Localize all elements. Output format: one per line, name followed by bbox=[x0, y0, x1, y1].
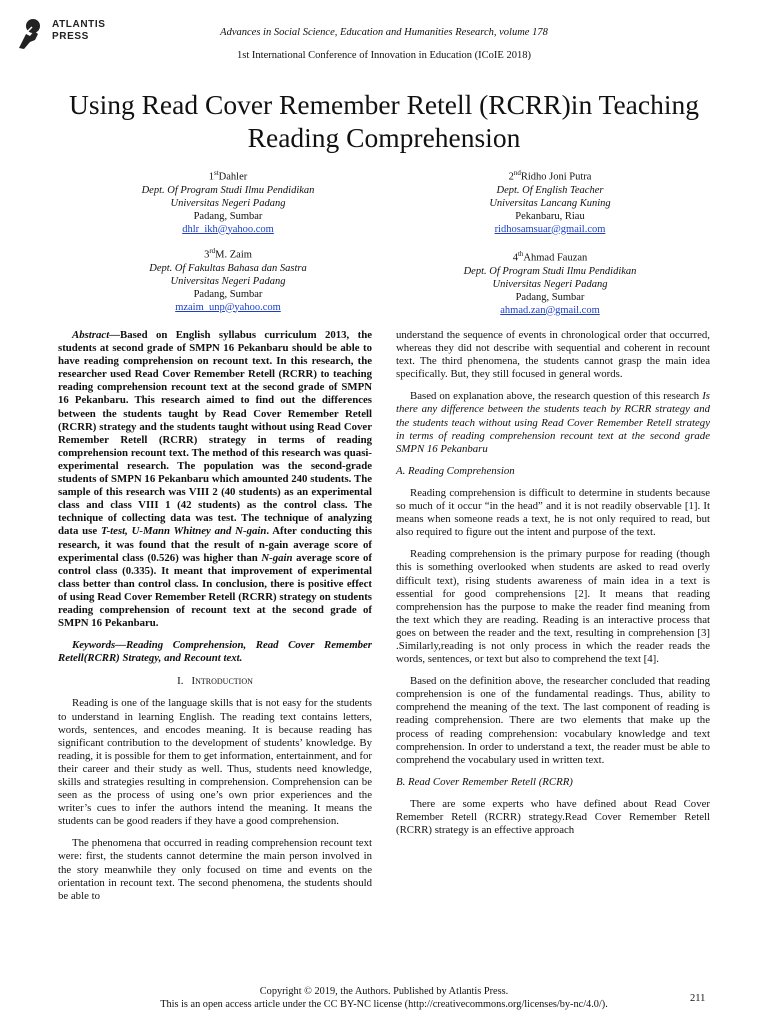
author-name: 2ndRidho Joni Putra bbox=[508, 169, 592, 183]
abstract-label: Abstract bbox=[72, 329, 110, 341]
section-heading-introduction: I. Introduction bbox=[177, 675, 253, 688]
journal-header: Advances in Social Science, Education and Humanities Research, volume 178 bbox=[220, 27, 548, 38]
publisher-name-line2: PRESS bbox=[52, 31, 89, 42]
author-name: 4thAhmad Fauzan bbox=[512, 250, 588, 264]
publisher-name-line1: ATLANTIS bbox=[52, 19, 106, 30]
right-paragraph-6: There are some experts who have defined about Read Cover Remember Retell (RCRR) strategy.Read Cover Remember Retell (RCRR) strategy is an effective approach bbox=[396, 797, 710, 837]
footer bbox=[0, 985, 768, 1011]
author-name: 1stDahler bbox=[208, 169, 248, 183]
abstract: Abstract—Based on English syllabus curriculum 2013, the students at second grade of SMPN 16 Pekanbaru should be able to have reading comprehension on recount text. In this research, the researcher used Read Cover Remember Retell (RCRR) to teaching reading comprehension recount text at the second grade of SMPN 16 Pekanbaru. This research aimed to find out the differences between the students taught by Read Cover Remember Retell (RCRR) strategy and the students taught without using Read Cover Remember Retell (RCRR) strategy in terms of reading comprehension recount text. The method of this research was quasi-experimental research. The population was the second-grade students of SMPN 16 Pekanbaru which amounted 240 students. The sample of this research was VIII 2 (40 students) as an experimental class and class VIII 1 (42 students) as the control class. The technique of collecting data was test. The technique of analyzing data use T-test, U-Mann Whitney and N-gain. After conducting this research, it was found that the result of n-gain average score of experimental class (0.526) was higher than N-gain average score of control class (0.335). It meant that improvement of experimental class better than control class. In conclusion, there is positive effect of using Read Cover Remember Retell (RCRR) strategy on students reading comprehension of recount text at the second grade of SMPN 16 Pekanbaru. bbox=[58, 329, 372, 630]
author-dept: Dept. Of Program Studi Ilmu Pendidikan bbox=[463, 265, 637, 277]
license-line: This is an open access article under the CC BY-NC license (http://creativecommons.org/licenses/by-nc/4.0/). bbox=[160, 999, 608, 1010]
intro-paragraph-1: Reading is one of the language skills that is not easy for the students to understand in learning English. The reading text contains letters, words, sentences, and encodes meaning. It is because reading has significant contribution to the development of students’ knowledge. By reading, it is possible for them to get information, entertainment, and for their career and their study as well. Thus, students need knowledge, skills and strategies resulting in comprehension. Comprehension can be seen as the process of using one’s own prior experiences and the writer’s cues to infer the authors intend the meaning. It means the students can be good readers if they have a good comprehension. bbox=[58, 697, 372, 828]
right-paragraph-5: Based on the definition above, the researcher concluded that reading comprehension is one of the fundamental readings. Thus, ability to comprehend the meaning of the text. The last component of reading is reading comprehension. There are two elements that make up the process of reading comprehension: vocabulary knowledge and text comprehension. In order to understand a text, the reader must be able to comprehend the vocabulary used in written text. bbox=[396, 675, 710, 766]
copyright-line: Copyright © 2019, the Authors. Published by Atlantis Press. bbox=[259, 986, 509, 997]
author-block-2 bbox=[430, 167, 670, 236]
author-dept: Dept. Of Fakultas Bahasa dan Sastra bbox=[149, 262, 307, 274]
right-column bbox=[396, 329, 710, 846]
author-city: Pekanbaru, Riau bbox=[515, 210, 585, 222]
author-univ: Universitas Negeri Padang bbox=[492, 278, 608, 290]
author-dept: Dept. Of English Teacher bbox=[496, 184, 604, 196]
right-paragraph-3: Reading comprehension is difficult to determine in students because so much of it occur “in the head” and it is not readily observable [1]. It means when someone reads a text, he is not only required to read, but also required to figure out the intent and purpose of the text. bbox=[396, 486, 710, 539]
keywords: Keywords—Reading Comprehension, Read Cover Remember Retell(RCRR) Strategy, and Recount text. bbox=[58, 639, 372, 665]
author-email-link[interactable]: mzaim_unp@yahoo.com bbox=[175, 301, 281, 313]
left-column bbox=[58, 329, 372, 912]
paper-title: Using Read Cover Remember Retell (RCRR)in Teaching Reading Comprehension bbox=[69, 89, 699, 153]
author-city: Padang, Sumbar bbox=[193, 210, 263, 222]
right-paragraph-4: Reading comprehension is the primary purpose for reading (though this is something overlooked when students are asked to read overly difficult text), rising students awareness of main idea in a text is essential for good comprehensions [2]. It means that reading comprehension has the purpose to make the reader find meaning from the text which they are reading. Reading is an interactive process that goes on between the reader and the text, resulting in comprehension [3] .Similarly,reading is not only process in which the reader reads the words, sentences, or text but also to comprehend the text [4]. bbox=[396, 548, 710, 666]
intro-paragraph-2: The phenomena that occurred in reading comprehension recount text were: first, the students cannot determine the main person involved in the story meanwhile they only focused on time and events on the orientation in recount text. The second phenomena, the students should be able to bbox=[58, 837, 372, 902]
author-dept: Dept. Of Program Studi Ilmu Pendidikan bbox=[141, 184, 315, 196]
author-block-3 bbox=[108, 245, 348, 314]
author-block-4 bbox=[410, 248, 690, 317]
author-block-1 bbox=[108, 167, 348, 236]
author-email-link[interactable]: dhlr_ikh@yahoo.com bbox=[182, 223, 274, 235]
page-number: 211 bbox=[690, 993, 706, 1004]
author-city: Padang, Sumbar bbox=[515, 291, 585, 303]
subsection-heading-b: B. Read Cover Remember Retell (RCRR) bbox=[396, 775, 573, 788]
author-email-link[interactable]: ahmad.zan@gmail.com bbox=[500, 304, 600, 316]
author-univ: Universitas Negeri Padang bbox=[170, 197, 286, 209]
conference-header: 1st International Conference of Innovation in Education (ICoIE 2018) bbox=[237, 50, 531, 61]
subsection-heading-a: A. Reading Comprehension bbox=[396, 464, 515, 477]
research-question-paragraph: Based on explanation above, the research question of this research Is there any difference between the students teach by RCRR strategy and the students teach without using Read Cover Remember Retell strategy in terms of reading comprehension recount text at the second grade SMPN 16 Pekanbaru bbox=[396, 390, 710, 455]
author-name: 3rdM. Zaim bbox=[204, 247, 252, 261]
author-city: Padang, Sumbar bbox=[193, 288, 263, 300]
right-paragraph-1: understand the sequence of events in chronological order that occurred, whereas they did not describe with sequential and coherent in recount text. The third phenomena, the students cannot grasp the main idea specifically. But, they still focused in general words. bbox=[396, 329, 710, 381]
author-email-link[interactable]: ridhosamsuar@gmail.com bbox=[494, 223, 606, 235]
author-univ: Universitas Lancang Kuning bbox=[489, 197, 611, 209]
author-univ: Universitas Negeri Padang bbox=[170, 275, 286, 287]
